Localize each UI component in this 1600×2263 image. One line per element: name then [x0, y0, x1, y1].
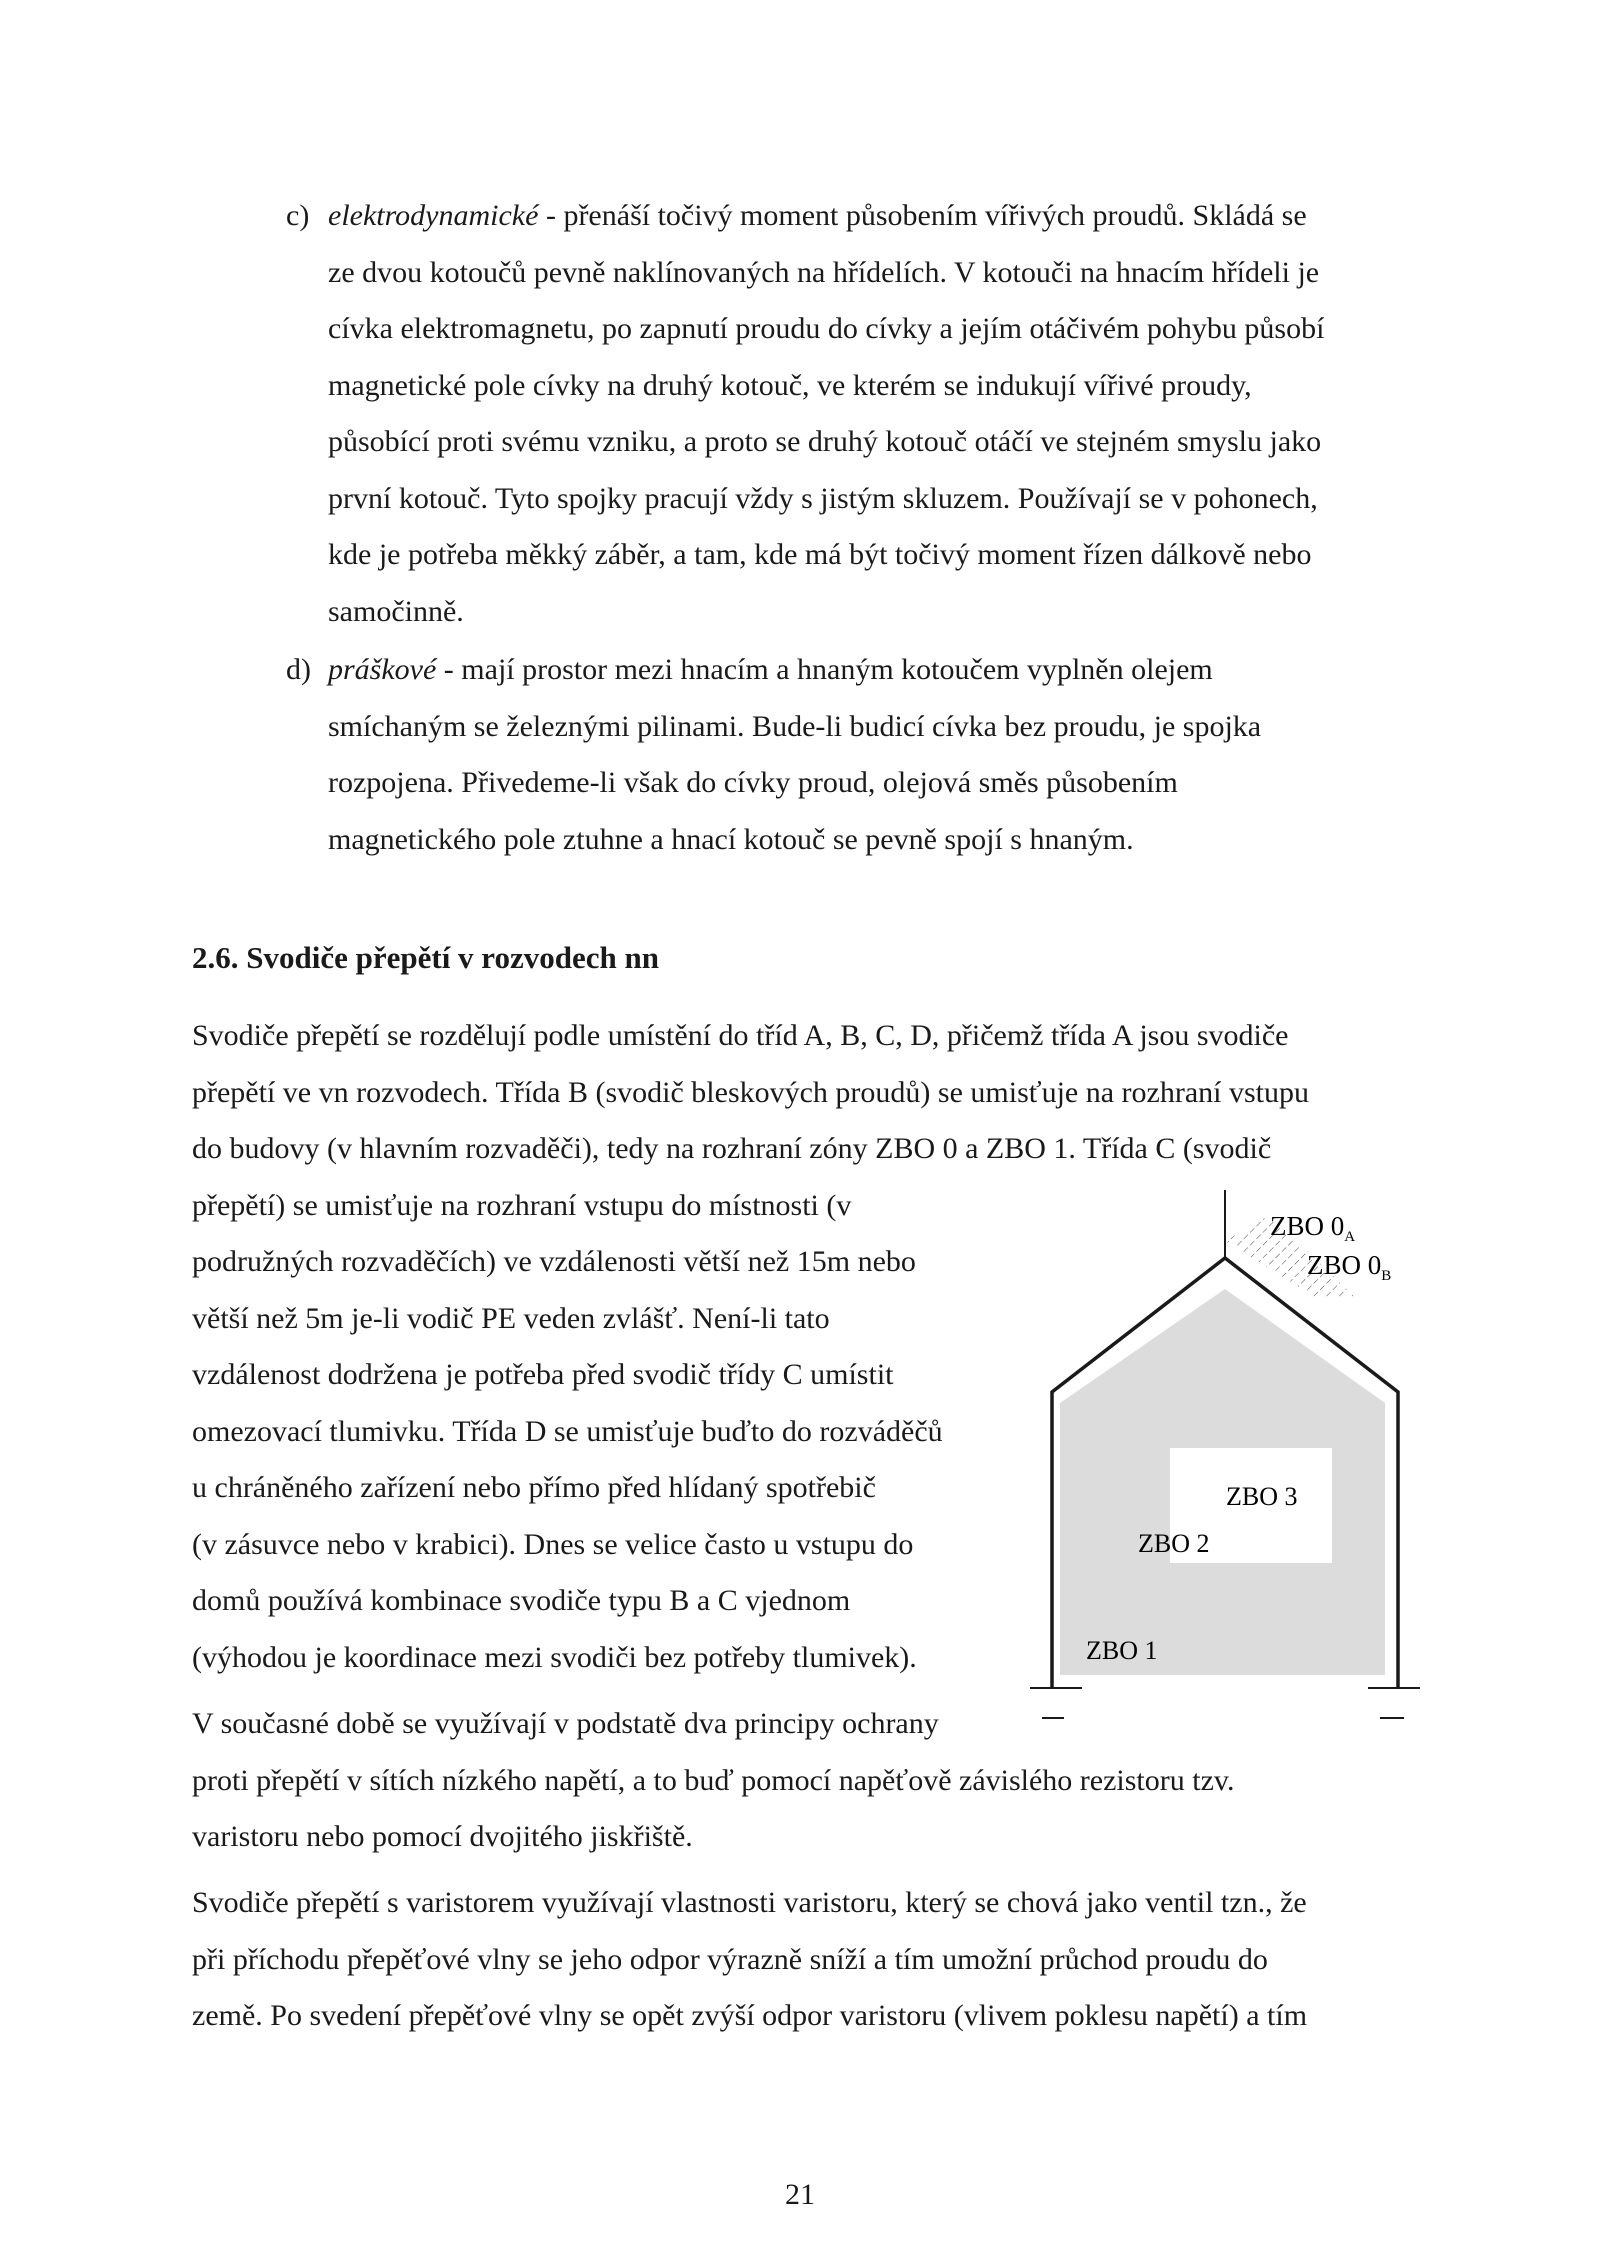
text-line: první kotouč. Tyto spojky pracují vždy s jistým skluzem. Používají se v pohonech,	[328, 481, 1318, 515]
text-line: magnetické pole cívky na druhý kotouč, ve kterém se indukují vířivé proudy,	[328, 368, 1252, 402]
text-line: větší než 5m je-li vodič PE veden zvlášť. Není-li tato	[192, 1301, 830, 1335]
text-line: působící proti svému vzniku, a proto se druhý kotouč otáčí ve stejném smyslu jako	[328, 425, 1322, 458]
text-line: při příchodu přepěťové vlny se jeho odpor výrazně sníží a tím umožní průchod proudu do	[192, 1942, 1268, 1976]
text-line: samočinně.	[328, 594, 464, 628]
zone-0a-label: ZBO $0_A$	[1270, 1211, 1356, 1245]
text-line: přepětí) se umisťuje na rozhraní vstupu do místnosti (v	[192, 1188, 852, 1222]
page-number: 21	[785, 2178, 815, 2211]
text-line: V současné době se využívají v podstatě dva principy ochrany	[192, 1707, 939, 1740]
list-marker: d)	[286, 653, 311, 686]
zone-2-label: ZBO 2	[1138, 1529, 1210, 1558]
text-line: přepětí ve vn rozvodech. Třída B (svodič bleskových proudů) se umisťuje na rozhraní vstupu	[192, 1075, 1309, 1109]
text-line: proti přepětí v sítích nízkého napětí, a to buď pomocí napěťově závislého rezistoru tzv.	[192, 1763, 1235, 1797]
text-line	[328, 642, 1416, 699]
text-line: domů používá kombinace svodiče typu B a C vjednom	[192, 1584, 851, 1617]
lightning-protection-zones-figure	[1030, 1185, 1430, 1755]
text-line: rozpojena. Přivedeme-li však do cívky proud, olejová směs působením	[328, 766, 1178, 799]
text-line: smíchaným se železnými pilinami. Bude-li budicí cívka bez proudu, je spojka	[328, 709, 1262, 743]
text-line: (v zásuvce nebo v krabici). Dnes se velice často u vstupu do	[192, 1527, 914, 1561]
text-line: (výhodou je koordinace mezi svodiči bez potřeby tlumivek).	[192, 1640, 917, 1674]
text-line: u chráněného zařízení nebo přímo před hlídaný spotřebič	[192, 1471, 876, 1504]
text-line: kde je potřeba měkký záběr, a tam, kde má být točivý moment řízen dálkově nebo	[328, 538, 1312, 571]
text-line-content: - přenáší točivý moment působením vířivých proudů. Skládá se	[545, 199, 1307, 232]
text-line: cívka elektromagnetu, po zapnutí proudu do cívky a jejím otáčivém pohybu působí	[328, 312, 1325, 345]
zone-3-label: ZBO 3	[1226, 1482, 1298, 1511]
text-line: do budovy (v hlavním rozvaděči), tedy na rozhraní zóny ZBO 0 a ZBO 1. Třída C (svodič	[192, 1132, 1272, 1165]
text-line-content: - mají prostor mezi hnacím a hnaným kotoučem vyplněn olejem	[443, 653, 1213, 686]
list-item-c	[286, 188, 1416, 640]
text-line	[328, 188, 1416, 245]
section-heading: 2.6. Svodiče přepětí v rozvodech nn	[192, 940, 659, 975]
text-line: podružných rozvaděčích) ve vzdálenosti větší než 15m nebo	[192, 1245, 916, 1278]
text-line: magnetického pole ztuhne a hnací kotouč se pevně spojí s hnaným.	[328, 822, 1134, 856]
text-line: ze dvou kotoučů pevně naklínovaných na hřídelích. V kotouči na hnacím hřídeli je	[328, 255, 1320, 289]
text-line: země. Po svedení přepěťové vlny se opět zvýší odpor varistoru (vlivem poklesu napětí) a tím	[192, 1999, 1308, 2032]
list-item-d	[286, 642, 1416, 868]
list-marker: c)	[286, 199, 310, 232]
zone-0b-label: ZBO $0_B$	[1307, 1250, 1392, 1284]
text-line: omezovací tlumivku. Třída D se umisťuje buďto do rozváděčů	[192, 1414, 943, 1448]
text-line: Svodiče přepětí se rozdělují podle umístění do tříd A, B, C, D, přičemž třída A jsou svodiče	[192, 1019, 1289, 1052]
item-term: elektrodynamické	[328, 199, 539, 232]
zone-1-label: ZBO 1	[1086, 1636, 1158, 1665]
item-term: práškové	[328, 653, 437, 686]
text-line: vzdálenost dodržena je potřeba před svodič třídy C umístit	[192, 1358, 894, 1391]
paragraph-varistor	[192, 1875, 1307, 2045]
list-item-body	[328, 642, 1416, 868]
text-line: varistoru nebo pomocí dvojitého jiskřiště.	[192, 1820, 693, 1853]
text-line: Svodiče přepětí s varistorem využívají vlastnosti varistoru, který se chová jako ventil tzn., že	[192, 1886, 1307, 1919]
list-item-body	[328, 188, 1416, 640]
